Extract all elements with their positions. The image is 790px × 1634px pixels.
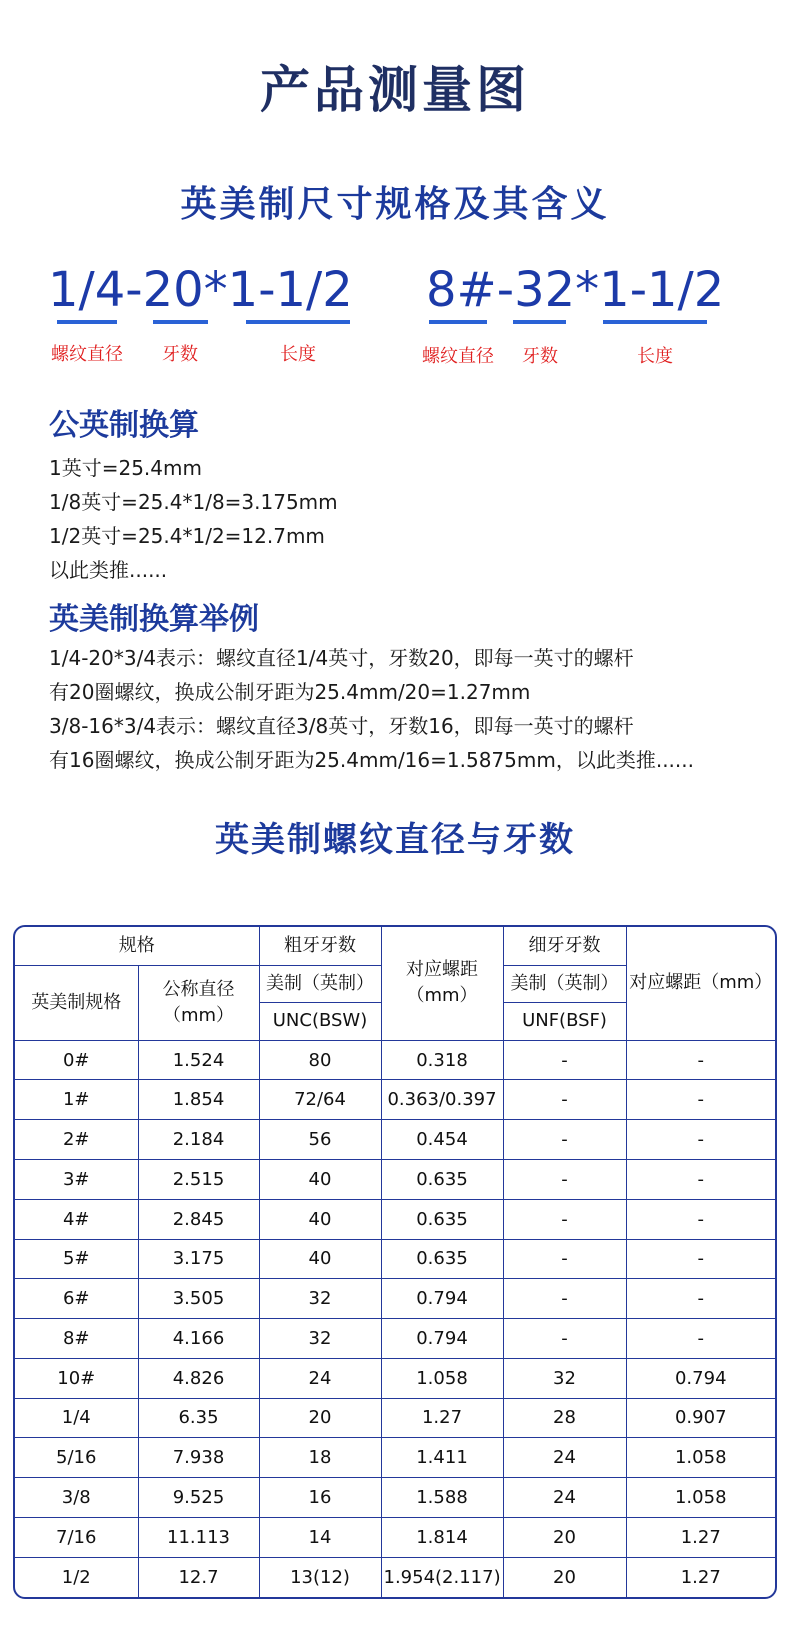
cell-fine-pitch: - [626, 1120, 775, 1160]
conversion-heading: 公英制换算 [49, 408, 199, 443]
cell-spec: 5# [15, 1239, 138, 1279]
table-row [15, 1398, 775, 1438]
cell-fine-tpi: 28 [503, 1398, 626, 1438]
label-diameter-1: 螺纹直径 [51, 344, 123, 365]
cell-spec: 5/16 [15, 1438, 138, 1478]
header-fine-pitch: 对应螺距（mm） [626, 927, 775, 1040]
thread-table-frame [13, 925, 777, 1599]
header-coarse-std: 美制（英制） [259, 965, 381, 1002]
underline-length-1 [246, 320, 350, 324]
cell-fine-tpi: - [503, 1199, 626, 1239]
cell-spec: 4# [15, 1199, 138, 1239]
cell-fine-pitch: 1.27 [626, 1557, 775, 1597]
cell-coarse-pitch: 0.635 [381, 1199, 503, 1239]
cell-fine-tpi: 32 [503, 1358, 626, 1398]
cell-coarse-tpi: 20 [259, 1398, 381, 1438]
cell-spec: 8# [15, 1319, 138, 1359]
underline-length-2 [603, 320, 707, 324]
cell-coarse-tpi: 40 [259, 1239, 381, 1279]
thread-table [15, 927, 775, 1597]
cell-nominal-diameter: 4.166 [138, 1319, 259, 1359]
cell-fine-pitch: - [626, 1279, 775, 1319]
cell-spec: 6# [15, 1279, 138, 1319]
cell-coarse-tpi: 18 [259, 1438, 381, 1478]
cell-fine-tpi: - [503, 1239, 626, 1279]
conversion-line-1: 1英寸=25.4mm [49, 456, 202, 480]
underline-threads-1 [153, 320, 208, 324]
cell-coarse-pitch: 0.794 [381, 1279, 503, 1319]
section-subtitle: 英美制尺寸规格及其含义 [180, 184, 610, 225]
cell-spec: 1/2 [15, 1557, 138, 1597]
conversion-line-4: 以此类推...... [49, 558, 168, 582]
cell-fine-tpi: 24 [503, 1438, 626, 1478]
label-threads-1: 牙数 [162, 344, 198, 365]
header-unc: UNC(BSW) [259, 1003, 381, 1040]
cell-nominal-diameter: 2.515 [138, 1159, 259, 1199]
cell-spec: 3/8 [15, 1478, 138, 1518]
spec-example-1: 1/4-20*1-1/2 [48, 262, 353, 318]
header-unf: UNF(BSF) [503, 1003, 626, 1040]
cell-fine-tpi: - [503, 1040, 626, 1080]
cell-coarse-tpi: 40 [259, 1159, 381, 1199]
cell-nominal-diameter: 9.525 [138, 1478, 259, 1518]
header-fine-std: 美制（英制） [503, 965, 626, 1002]
cell-spec: 1# [15, 1080, 138, 1120]
cell-spec: 7/16 [15, 1517, 138, 1557]
cell-nominal-diameter: 3.175 [138, 1239, 259, 1279]
table-row [15, 1517, 775, 1557]
cell-nominal-diameter: 12.7 [138, 1557, 259, 1597]
cell-coarse-pitch: 1.588 [381, 1478, 503, 1518]
cell-fine-tpi: - [503, 1080, 626, 1120]
cell-fine-tpi: - [503, 1120, 626, 1160]
page-title: 产品测量图 [260, 61, 530, 119]
cell-fine-pitch: 1.058 [626, 1438, 775, 1478]
cell-coarse-tpi: 13(12) [259, 1557, 381, 1597]
cell-coarse-tpi: 32 [259, 1279, 381, 1319]
cell-coarse-tpi: 80 [259, 1040, 381, 1080]
cell-coarse-pitch: 0.635 [381, 1159, 503, 1199]
cell-fine-tpi: - [503, 1279, 626, 1319]
table-row [15, 1080, 775, 1120]
cell-fine-pitch: - [626, 1040, 775, 1080]
cell-coarse-pitch: 0.454 [381, 1120, 503, 1160]
table-row [15, 1199, 775, 1239]
cell-fine-pitch: - [626, 1199, 775, 1239]
underline-threads-2 [513, 320, 566, 324]
cell-coarse-pitch: 0.318 [381, 1040, 503, 1080]
table-title: 英美制螺纹直径与牙数 [215, 820, 575, 860]
label-diameter-2: 螺纹直径 [422, 346, 494, 367]
example-line-2: 有20圈螺纹，换成公制牙距为25.4mm/20=1.27mm [49, 680, 531, 704]
cell-coarse-tpi: 72/64 [259, 1080, 381, 1120]
cell-coarse-pitch: 0.363/0.397 [381, 1080, 503, 1120]
header-coarse-pitch: 对应螺距（mm） [381, 927, 503, 1040]
example-heading: 英美制换算举例 [49, 602, 259, 637]
table-row [15, 1239, 775, 1279]
cell-coarse-tpi: 40 [259, 1199, 381, 1239]
cell-fine-pitch: - [626, 1239, 775, 1279]
cell-spec: 0# [15, 1040, 138, 1080]
spec-example-2: 8#-32*1-1/2 [426, 262, 725, 318]
table-row [15, 1319, 775, 1359]
table-row [15, 1478, 775, 1518]
cell-nominal-diameter: 2.184 [138, 1120, 259, 1160]
cell-coarse-tpi: 32 [259, 1319, 381, 1359]
cell-coarse-tpi: 56 [259, 1120, 381, 1160]
table-row [15, 1358, 775, 1398]
cell-coarse-tpi: 16 [259, 1478, 381, 1518]
cell-spec: 10# [15, 1358, 138, 1398]
cell-fine-tpi: - [503, 1159, 626, 1199]
example-line-3: 3/8-16*3/4表示：螺纹直径3/8英寸，牙数16，即每一英寸的螺杆 [49, 714, 634, 738]
header-nominal-diameter: 公称直径（mm） [138, 965, 259, 1040]
table-row [15, 1279, 775, 1319]
cell-coarse-pitch: 0.794 [381, 1319, 503, 1359]
cell-spec: 1/4 [15, 1398, 138, 1438]
label-length-2: 长度 [637, 346, 673, 367]
cell-coarse-pitch: 0.635 [381, 1239, 503, 1279]
cell-nominal-diameter: 7.938 [138, 1438, 259, 1478]
table-row [15, 1120, 775, 1160]
header-spec-inch: 英美制规格 [15, 965, 138, 1040]
label-length-1: 长度 [280, 344, 316, 365]
cell-fine-pitch: 1.058 [626, 1478, 775, 1518]
header-coarse-group: 粗牙牙数 [259, 927, 381, 965]
table-row [15, 1438, 775, 1478]
cell-fine-tpi: - [503, 1319, 626, 1359]
header-fine-group: 细牙牙数 [503, 927, 626, 965]
cell-fine-tpi: 20 [503, 1517, 626, 1557]
cell-nominal-diameter: 6.35 [138, 1398, 259, 1438]
cell-nominal-diameter: 1.854 [138, 1080, 259, 1120]
cell-nominal-diameter: 1.524 [138, 1040, 259, 1080]
cell-coarse-pitch: 1.411 [381, 1438, 503, 1478]
cell-fine-pitch: 0.794 [626, 1358, 775, 1398]
header-spec-group: 规格 [15, 927, 259, 965]
conversion-line-2: 1/8英寸=25.4*1/8=3.175mm [49, 490, 338, 514]
underline-diameter-1 [57, 320, 117, 324]
cell-coarse-tpi: 24 [259, 1358, 381, 1398]
cell-fine-tpi: 20 [503, 1557, 626, 1597]
cell-nominal-diameter: 4.826 [138, 1358, 259, 1398]
label-threads-2: 牙数 [522, 346, 558, 367]
table-row [15, 1557, 775, 1597]
cell-fine-pitch: 0.907 [626, 1398, 775, 1438]
cell-fine-pitch: 1.27 [626, 1517, 775, 1557]
table-row [15, 1040, 775, 1080]
example-line-4: 有16圈螺纹，换成公制牙距为25.4mm/16=1.5875mm，以此类推...... [49, 748, 694, 772]
cell-nominal-diameter: 3.505 [138, 1279, 259, 1319]
cell-coarse-pitch: 1.814 [381, 1517, 503, 1557]
cell-spec: 3# [15, 1159, 138, 1199]
cell-fine-pitch: - [626, 1319, 775, 1359]
cell-fine-tpi: 24 [503, 1478, 626, 1518]
underline-diameter-2 [429, 320, 487, 324]
cell-fine-pitch: - [626, 1080, 775, 1120]
table-row [15, 1159, 775, 1199]
conversion-line-3: 1/2英寸=25.4*1/2=12.7mm [49, 524, 325, 548]
example-line-1: 1/4-20*3/4表示：螺纹直径1/4英寸，牙数20，即每一英寸的螺杆 [49, 646, 634, 670]
cell-coarse-pitch: 1.954(2.117) [381, 1557, 503, 1597]
cell-spec: 2# [15, 1120, 138, 1160]
cell-fine-pitch: - [626, 1159, 775, 1199]
cell-coarse-tpi: 14 [259, 1517, 381, 1557]
cell-nominal-diameter: 11.113 [138, 1517, 259, 1557]
cell-coarse-pitch: 1.058 [381, 1358, 503, 1398]
cell-coarse-pitch: 1.27 [381, 1398, 503, 1438]
cell-nominal-diameter: 2.845 [138, 1199, 259, 1239]
